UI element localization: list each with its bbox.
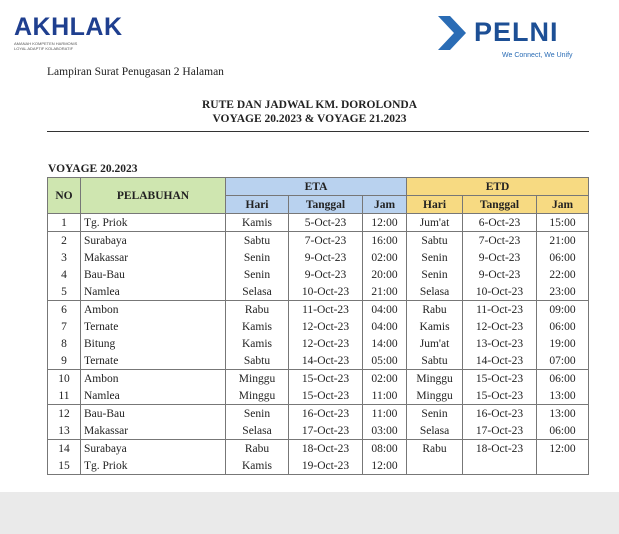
- row-eta-time: 21:00: [363, 283, 407, 301]
- header-eta-time: Jam: [363, 196, 407, 214]
- row-eta-time: 11:00: [363, 387, 407, 405]
- row-no: 15: [48, 457, 81, 475]
- row-eta-time: 04:00: [363, 318, 407, 335]
- row-no: 14: [48, 440, 81, 458]
- row-etd-time: [537, 457, 589, 475]
- row-eta-time: 02:00: [363, 370, 407, 388]
- row-port: Tg. Priok: [81, 214, 226, 232]
- row-eta-date: 12-Oct-23: [289, 318, 363, 335]
- row-etd-date: [463, 457, 537, 475]
- row-etd-time: 22:00: [537, 266, 589, 283]
- row-etd-time: 06:00: [537, 318, 589, 335]
- row-eta-date: 14-Oct-23: [289, 352, 363, 370]
- row-port: Tg. Priok: [81, 457, 226, 475]
- row-eta-time: 11:00: [363, 405, 407, 423]
- table-row: [48, 301, 589, 319]
- row-no: 5: [48, 283, 81, 301]
- row-no: 3: [48, 249, 81, 266]
- header-etd-day: Hari: [407, 196, 463, 214]
- row-eta-time: 04:00: [363, 301, 407, 319]
- row-etd-day: Senin: [407, 266, 463, 283]
- table-row: [48, 457, 589, 475]
- row-eta-time: 14:00: [363, 335, 407, 352]
- row-eta-date: 18-Oct-23: [289, 440, 363, 458]
- row-no: 4: [48, 266, 81, 283]
- header-etd-date: Tanggal: [463, 196, 537, 214]
- table-row: [48, 352, 589, 370]
- row-etd-day: Rabu: [407, 440, 463, 458]
- row-eta-day: Kamis: [226, 214, 289, 232]
- row-eta-time: 12:00: [363, 457, 407, 475]
- document-subtitle: VOYAGE 20.2023 & VOYAGE 21.2023: [212, 113, 407, 125]
- row-no: 11: [48, 387, 81, 405]
- row-port: Surabaya: [81, 440, 226, 458]
- row-etd-time: 06:00: [537, 249, 589, 266]
- row-etd-day: Selasa: [407, 283, 463, 301]
- row-etd-day: Sabtu: [407, 352, 463, 370]
- row-etd-day: Minggu: [407, 370, 463, 388]
- row-port: Ambon: [81, 301, 226, 319]
- row-etd-day: Kamis: [407, 318, 463, 335]
- row-no: 13: [48, 422, 81, 440]
- header-port: PELABUHAN: [81, 178, 226, 214]
- document-title: RUTE DAN JADWAL KM. DOROLONDA: [202, 99, 417, 111]
- row-etd-date: 7-Oct-23: [463, 232, 537, 250]
- row-etd-date: 16-Oct-23: [463, 405, 537, 423]
- row-eta-date: 5-Oct-23: [289, 214, 363, 232]
- row-port: Namlea: [81, 387, 226, 405]
- table-row: [48, 283, 589, 301]
- table-row: [48, 387, 589, 405]
- row-etd-date: 11-Oct-23: [463, 301, 537, 319]
- row-etd-time: 23:00: [537, 283, 589, 301]
- row-etd-day: [407, 457, 463, 475]
- row-eta-date: 9-Oct-23: [289, 266, 363, 283]
- row-etd-date: 12-Oct-23: [463, 318, 537, 335]
- row-eta-day: Rabu: [226, 440, 289, 458]
- row-etd-date: 13-Oct-23: [463, 335, 537, 352]
- akhlak-logo-sub1: AMANAH KOMPETEN HARMONIS: [14, 41, 78, 46]
- row-eta-time: 16:00: [363, 232, 407, 250]
- row-no: 12: [48, 405, 81, 423]
- row-eta-date: 7-Oct-23: [289, 232, 363, 250]
- row-eta-date: 16-Oct-23: [289, 405, 363, 423]
- row-eta-date: 9-Oct-23: [289, 249, 363, 266]
- header-eta: ETA: [226, 178, 407, 196]
- table-row: [48, 318, 589, 335]
- row-no: 9: [48, 352, 81, 370]
- akhlak-logo: [14, 14, 123, 51]
- row-eta-date: 17-Oct-23: [289, 422, 363, 440]
- row-eta-day: Minggu: [226, 387, 289, 405]
- table-row: [48, 405, 589, 423]
- pelni-logo-word: PELNI: [474, 17, 559, 47]
- row-eta-day: Rabu: [226, 301, 289, 319]
- row-etd-time: 09:00: [537, 301, 589, 319]
- row-eta-date: 12-Oct-23: [289, 335, 363, 352]
- row-eta-day: Senin: [226, 249, 289, 266]
- row-etd-day: Jum'at: [407, 214, 463, 232]
- row-port: Ambon: [81, 370, 226, 388]
- row-eta-time: 05:00: [363, 352, 407, 370]
- row-etd-day: Rabu: [407, 301, 463, 319]
- row-etd-time: 06:00: [537, 370, 589, 388]
- row-etd-date: 9-Oct-23: [463, 249, 537, 266]
- row-etd-time: 13:00: [537, 387, 589, 405]
- row-port: Makassar: [81, 249, 226, 266]
- row-no: 6: [48, 301, 81, 319]
- table-row: [48, 249, 589, 266]
- row-etd-date: 15-Oct-23: [463, 370, 537, 388]
- schedule-table: [47, 177, 589, 475]
- row-no: 7: [48, 318, 81, 335]
- row-eta-day: Minggu: [226, 370, 289, 388]
- row-port: Namlea: [81, 283, 226, 301]
- row-eta-time: 20:00: [363, 266, 407, 283]
- row-eta-day: Selasa: [226, 283, 289, 301]
- table-row: [48, 266, 589, 283]
- header-etd-time: Jam: [537, 196, 589, 214]
- table-row: [48, 335, 589, 352]
- row-eta-date: 15-Oct-23: [289, 387, 363, 405]
- header-eta-date: Tanggal: [289, 196, 363, 214]
- attachment-line: Lampiran Surat Penugasan 2 Halaman: [47, 66, 224, 78]
- row-etd-time: 12:00: [537, 440, 589, 458]
- row-no: 8: [48, 335, 81, 352]
- pelni-logo-tagline: We Connect, We Unify: [502, 52, 573, 59]
- row-etd-date: 14-Oct-23: [463, 352, 537, 370]
- row-eta-date: 15-Oct-23: [289, 370, 363, 388]
- table-row: [48, 440, 589, 458]
- header-etd: ETD: [407, 178, 589, 196]
- row-etd-date: 6-Oct-23: [463, 214, 537, 232]
- row-port: Makassar: [81, 422, 226, 440]
- row-eta-day: Selasa: [226, 422, 289, 440]
- bottom-strip: [0, 492, 619, 534]
- row-etd-time: 06:00: [537, 422, 589, 440]
- row-port: Bitung: [81, 335, 226, 352]
- row-etd-date: 10-Oct-23: [463, 283, 537, 301]
- row-no: 1: [48, 214, 81, 232]
- row-eta-date: 10-Oct-23: [289, 283, 363, 301]
- row-etd-day: Senin: [407, 405, 463, 423]
- row-no: 2: [48, 232, 81, 250]
- row-etd-day: Selasa: [407, 422, 463, 440]
- title-divider: [47, 131, 589, 132]
- table-row: [48, 370, 589, 388]
- row-eta-day: Kamis: [226, 457, 289, 475]
- header-no: NO: [48, 178, 81, 214]
- row-no: 10: [48, 370, 81, 388]
- pelni-logo: [436, 13, 586, 63]
- row-etd-day: Senin: [407, 249, 463, 266]
- row-eta-time: 08:00: [363, 440, 407, 458]
- row-eta-day: Senin: [226, 405, 289, 423]
- row-eta-time: 02:00: [363, 249, 407, 266]
- row-etd-time: 15:00: [537, 214, 589, 232]
- row-eta-time: 03:00: [363, 422, 407, 440]
- row-etd-time: 19:00: [537, 335, 589, 352]
- row-port: Ternate: [81, 318, 226, 335]
- row-eta-day: Kamis: [226, 318, 289, 335]
- row-etd-day: Sabtu: [407, 232, 463, 250]
- row-eta-day: Kamis: [226, 335, 289, 352]
- row-etd-date: 9-Oct-23: [463, 266, 537, 283]
- pelni-mark-icon: [436, 14, 470, 52]
- row-eta-date: 19-Oct-23: [289, 457, 363, 475]
- header-eta-day: Hari: [226, 196, 289, 214]
- row-port: Ternate: [81, 352, 226, 370]
- row-port: Bau-Bau: [81, 405, 226, 423]
- row-etd-time: 21:00: [537, 232, 589, 250]
- row-eta-time: 12:00: [363, 214, 407, 232]
- row-eta-day: Senin: [226, 266, 289, 283]
- row-eta-day: Sabtu: [226, 232, 289, 250]
- akhlak-logo-sub2: LOYAL ADAPTIF KOLABORATIF: [14, 46, 74, 51]
- row-etd-time: 07:00: [537, 352, 589, 370]
- row-etd-day: Minggu: [407, 387, 463, 405]
- row-port: Bau-Bau: [81, 266, 226, 283]
- voyage-label: VOYAGE 20.2023: [48, 163, 138, 175]
- row-port: Surabaya: [81, 232, 226, 250]
- row-eta-date: 11-Oct-23: [289, 301, 363, 319]
- table-row: [48, 214, 589, 232]
- akhlak-logo-word: AKHLAK: [14, 13, 123, 41]
- row-eta-day: Sabtu: [226, 352, 289, 370]
- row-etd-time: 13:00: [537, 405, 589, 423]
- table-row: [48, 422, 589, 440]
- table-row: [48, 232, 589, 250]
- row-etd-date: 18-Oct-23: [463, 440, 537, 458]
- row-etd-day: Jum'at: [407, 335, 463, 352]
- row-etd-date: 17-Oct-23: [463, 422, 537, 440]
- row-etd-date: 15-Oct-23: [463, 387, 537, 405]
